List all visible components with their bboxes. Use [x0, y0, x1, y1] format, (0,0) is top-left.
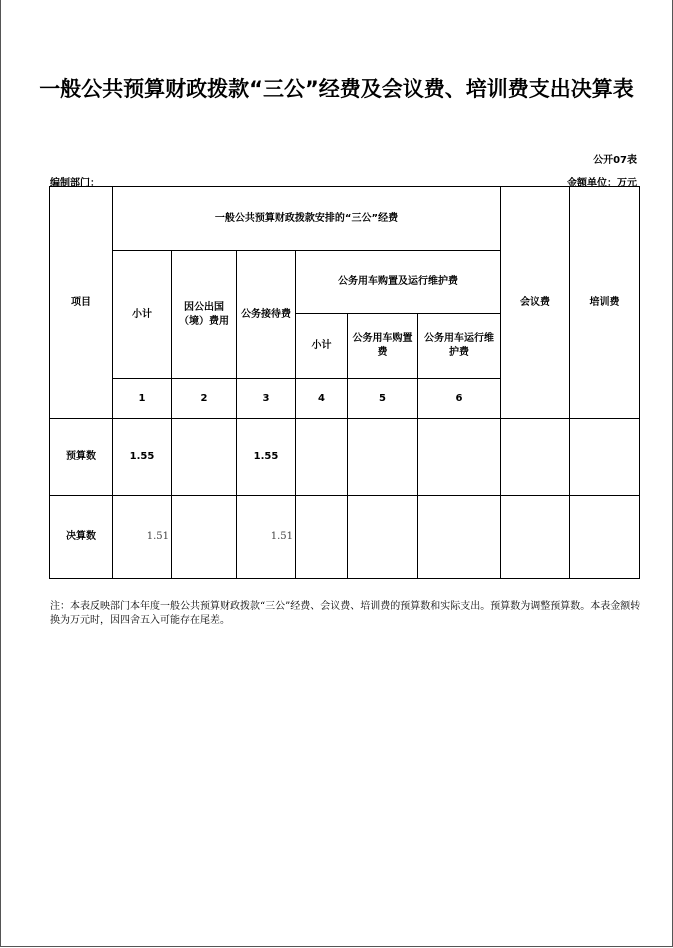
actual-vehicle-purchase — [348, 496, 418, 579]
header-vehicle-purchase: 公务用车购置费 — [348, 314, 418, 379]
header-item: 项目 — [50, 187, 113, 419]
header-vehicle-subtotal: 小计 — [296, 314, 348, 379]
budget-abroad — [172, 419, 237, 496]
header-vehicle-group: 公务用车购置及运行维护费 — [296, 251, 501, 314]
row-label-budget: 预算数 — [50, 419, 113, 496]
budget-vehicle-subtotal — [296, 419, 348, 496]
page-title: 一般公共预算财政拨款“三公”经费及会议费、培训费支出决算表 — [39, 77, 634, 101]
col-number: 5 — [348, 379, 418, 419]
budget-reception: 1.55 — [237, 419, 296, 496]
unit-label: 金额单位：万元 — [567, 178, 637, 189]
header-training: 培训费 — [570, 187, 640, 419]
header-vehicle-operation: 公务用车运行维护费 — [418, 314, 501, 379]
col-number: 1 — [113, 379, 172, 419]
col-number: 2 — [172, 379, 237, 419]
budget-meeting — [501, 419, 570, 496]
budget-training — [570, 419, 640, 496]
budget-subtotal: 1.55 — [113, 419, 172, 496]
actual-vehicle-operation — [418, 496, 501, 579]
actual-training — [570, 496, 640, 579]
header-meeting: 会议费 — [501, 187, 570, 419]
expenditure-table — [49, 186, 640, 579]
col-number: 4 — [296, 379, 348, 419]
table-row — [50, 419, 640, 496]
header-sangong-group: 一般公共预算财政拨款安排的“三公”经费 — [113, 187, 501, 251]
budget-vehicle-purchase — [348, 419, 418, 496]
header-abroad: 因公出国（境）费用 — [172, 251, 237, 379]
form-code: 公开07表 — [593, 155, 637, 166]
col-number: 3 — [237, 379, 296, 419]
row-label-actual: 决算数 — [50, 496, 113, 579]
header-reception: 公务接待费 — [237, 251, 296, 379]
budget-vehicle-operation — [418, 419, 501, 496]
actual-subtotal: 1.51 — [113, 496, 172, 579]
department-label: 编制部门： — [50, 178, 100, 189]
actual-vehicle-subtotal — [296, 496, 348, 579]
table-note: 注：本表反映部门本年度一般公共预算财政拨款“三公”经费、会议费、培训费的预算数和实际支出。预算数为调整预算数。本表金额转换为万元时，因四舍五入可能存在尾差。 — [50, 601, 641, 626]
header-subtotal: 小计 — [113, 251, 172, 379]
actual-abroad — [172, 496, 237, 579]
table-row — [50, 496, 640, 579]
actual-meeting — [501, 496, 570, 579]
col-number: 6 — [418, 379, 501, 419]
actual-reception: 1.51 — [237, 496, 296, 579]
